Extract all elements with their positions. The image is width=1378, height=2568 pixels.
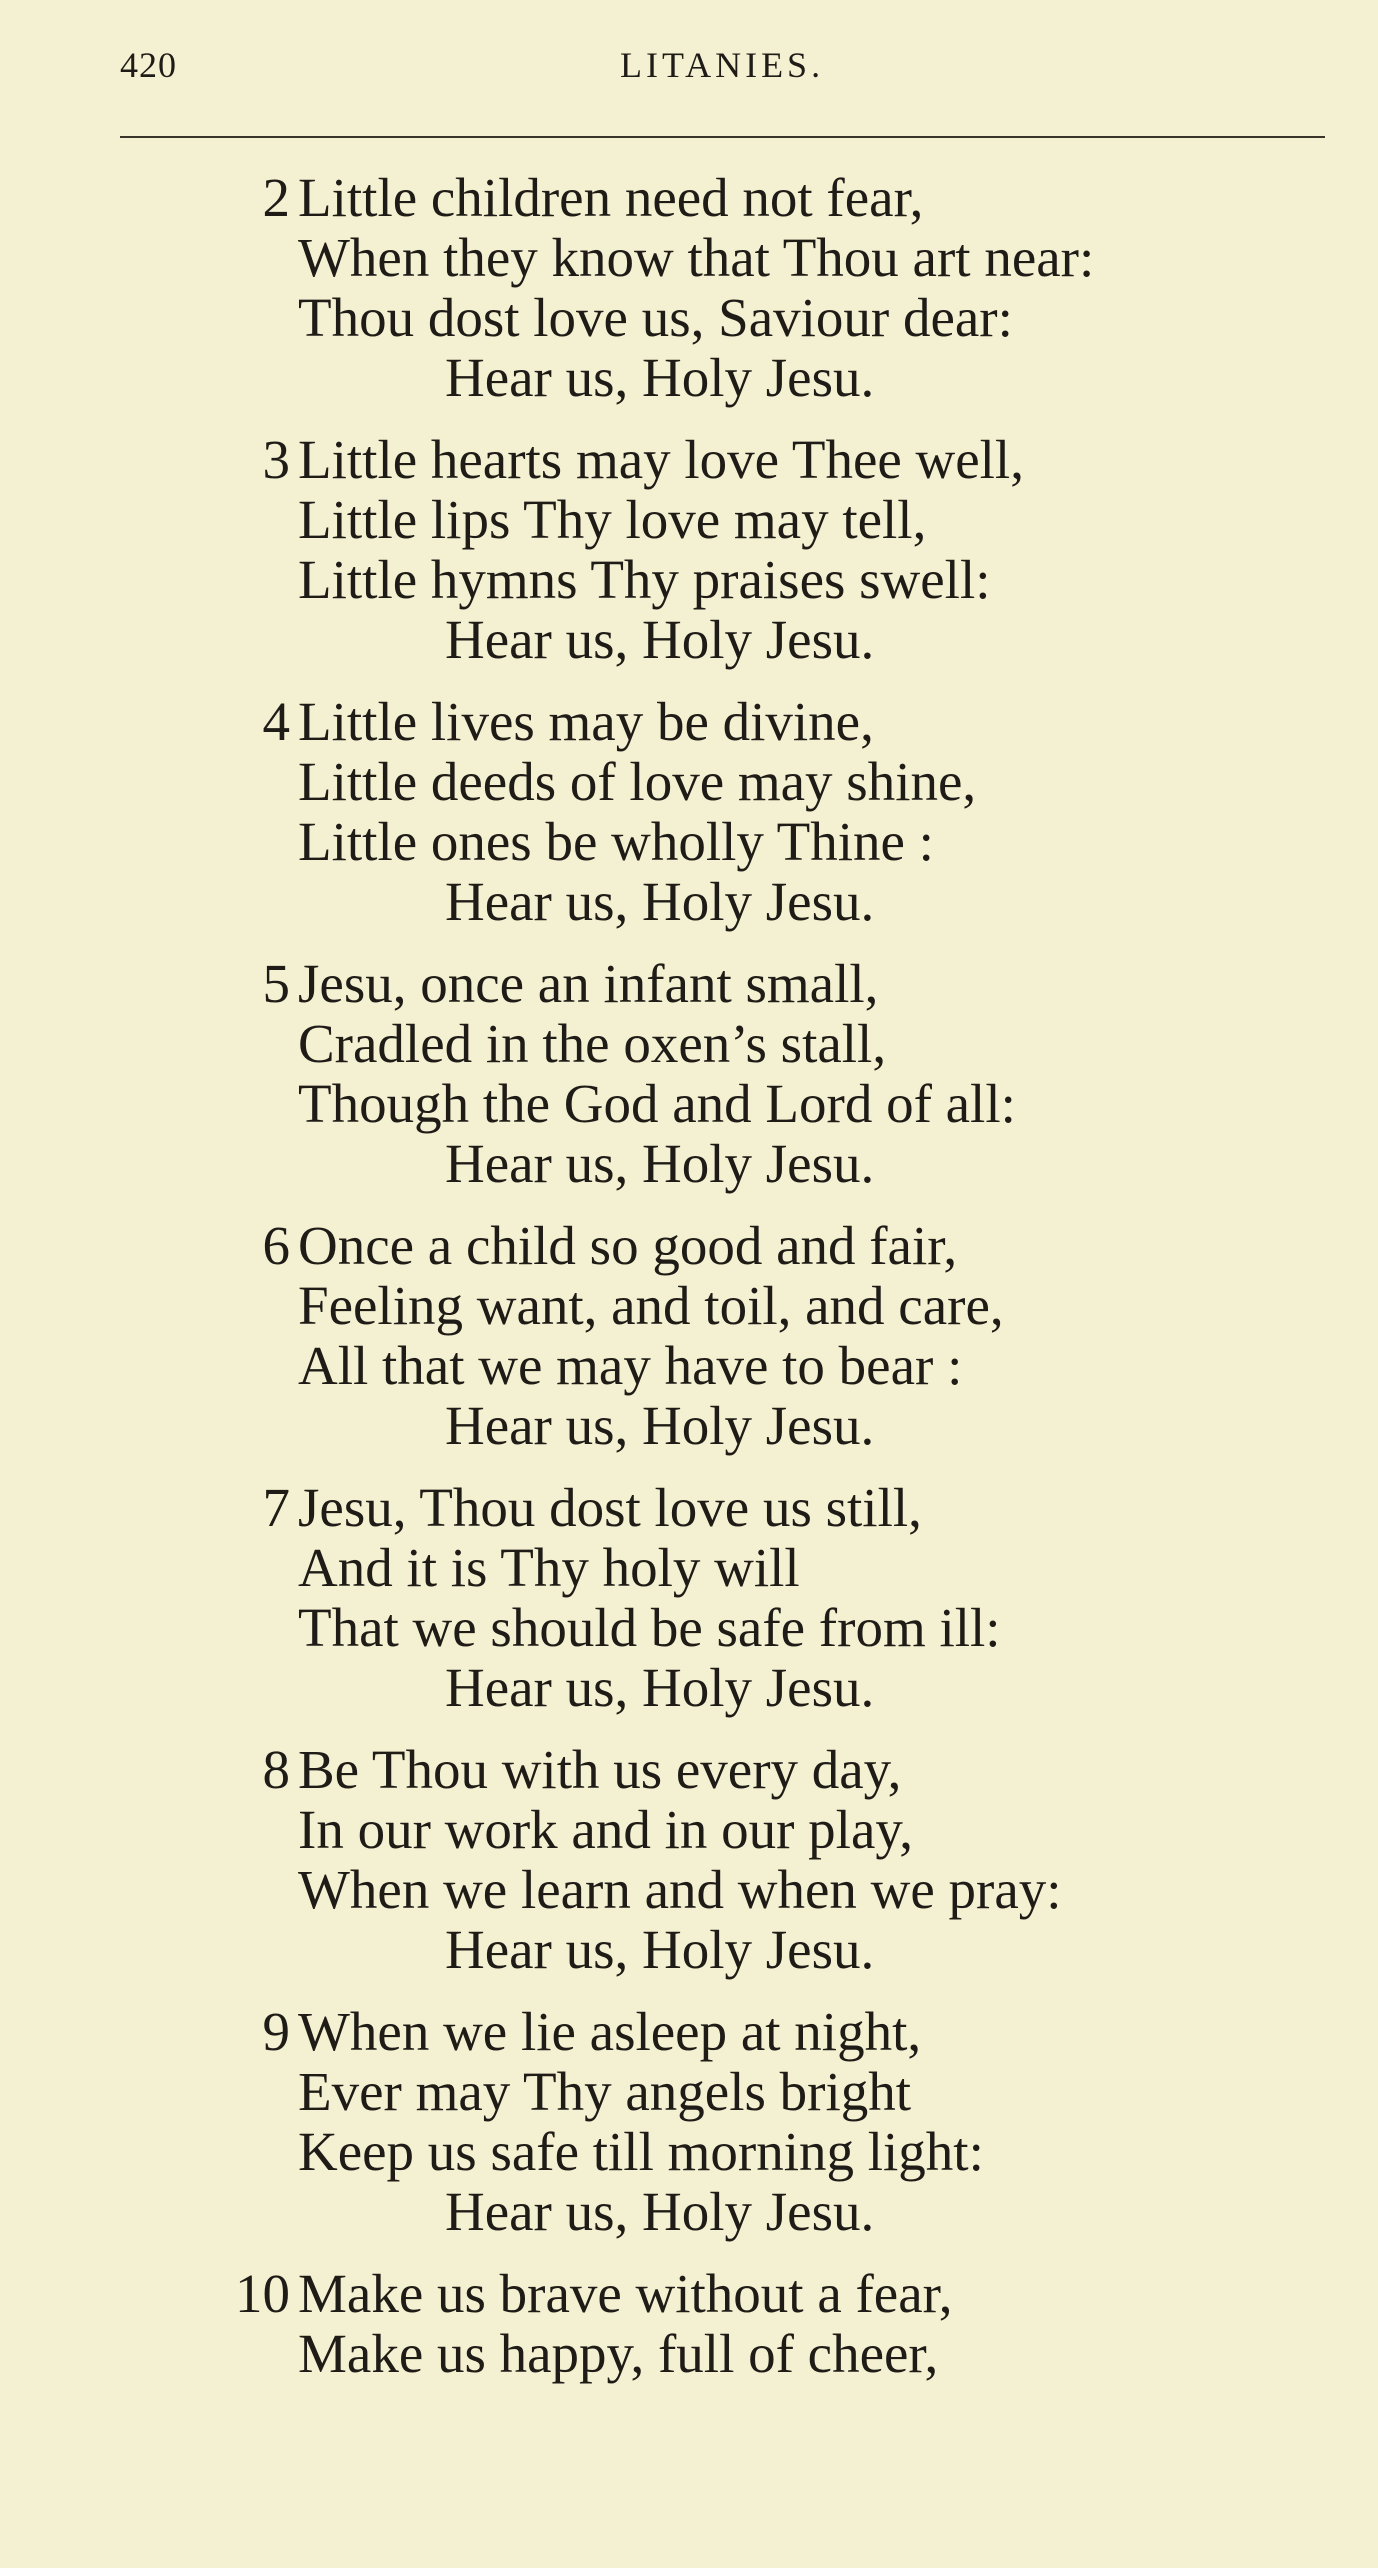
verse-line: Little hymns Thy praises swell: xyxy=(298,549,991,610)
verse-line: In our work and in our play, xyxy=(298,1799,914,1860)
verse-refrain: Hear us, Holy Jesu. xyxy=(445,347,875,408)
verse-line: When they know that Thou art near: xyxy=(298,227,1095,288)
verse-line: All that we may have to bear : xyxy=(298,1335,963,1396)
verse-refrain: Hear us, Holy Jesu. xyxy=(445,2181,875,2242)
verse-line: Make us happy, full of cheer, xyxy=(298,2323,939,2384)
verse-number: 2 xyxy=(262,167,290,228)
verse-10 xyxy=(0,2264,1378,2466)
verse-refrain: Hear us, Holy Jesu. xyxy=(445,1395,875,1456)
verse-number: 4 xyxy=(262,691,290,752)
verse-line: Make us brave without a fear, xyxy=(298,2263,953,2324)
verse-line: That we should be safe from ill: xyxy=(298,1597,1001,1658)
verse-line: Thou dost love us, Saviour dear: xyxy=(298,287,1013,348)
verse-refrain: Hear us, Holy Jesu. xyxy=(445,1657,875,1718)
verse-number: 9 xyxy=(262,2001,290,2062)
verse-5 xyxy=(0,953,1378,1194)
verse-refrain: Hear us, Holy Jesu. xyxy=(445,1919,875,1980)
verse-line: When we learn and when we pray: xyxy=(298,1859,1062,1920)
verse-2 xyxy=(0,167,1378,408)
verse-number: 10 xyxy=(235,2263,290,2324)
verse-line: Keep us safe till morning light: xyxy=(298,2121,984,2182)
running-head: LITANIES. xyxy=(620,45,825,85)
verse-line: And it is Thy holy will xyxy=(298,1537,800,1598)
verse-3 xyxy=(0,429,1378,670)
verse-line: Cradled in the oxen’s stall, xyxy=(298,1013,887,1074)
verse-line: Little deeds of love may shine, xyxy=(298,751,977,812)
hymn-text xyxy=(0,168,1378,2526)
verse-line: Little children need not fear, xyxy=(298,167,924,228)
verse-6 xyxy=(0,1215,1378,1456)
verse-refrain: Hear us, Holy Jesu. xyxy=(445,609,875,670)
verse-line: Jesu, once an infant small, xyxy=(298,953,879,1014)
verse-8 xyxy=(0,1739,1378,1980)
verse-line: Feeling want, and toil, and care, xyxy=(298,1275,1004,1336)
verse-4 xyxy=(0,691,1378,932)
verse-line: Ever may Thy angels bright xyxy=(298,2061,912,2122)
verse-line: Little lips Thy love may tell, xyxy=(298,489,927,550)
verse-refrain: Hear us, Holy Jesu. xyxy=(445,871,875,932)
verse-line: When we lie asleep at night, xyxy=(298,2001,922,2062)
header-rule xyxy=(120,136,1325,138)
page-number: 420 xyxy=(120,45,177,85)
verse-line: Little hearts may love Thee well, xyxy=(298,429,1024,490)
verse-number: 5 xyxy=(262,953,290,1014)
verse-line: Jesu, Thou dost love us still, xyxy=(298,1477,922,1538)
verse-number: 8 xyxy=(262,1739,290,1800)
verse-line: Once a child so good and fair, xyxy=(298,1215,958,1276)
verse-number: 3 xyxy=(262,429,290,490)
verse-number: 6 xyxy=(262,1215,290,1276)
verse-line: Be Thou with us every day, xyxy=(298,1739,902,1800)
verse-7 xyxy=(0,1477,1378,1718)
verse-line: Little ones be wholly Thine : xyxy=(298,811,934,872)
page-header xyxy=(120,44,1320,94)
verse-number: 7 xyxy=(262,1477,290,1538)
verse-line: Little lives may be divine, xyxy=(298,691,874,752)
verse-9 xyxy=(0,2001,1378,2242)
verse-line: Though the God and Lord of all: xyxy=(298,1073,1016,1134)
verse-refrain: Hear us, Holy Jesu. xyxy=(445,1133,875,1194)
